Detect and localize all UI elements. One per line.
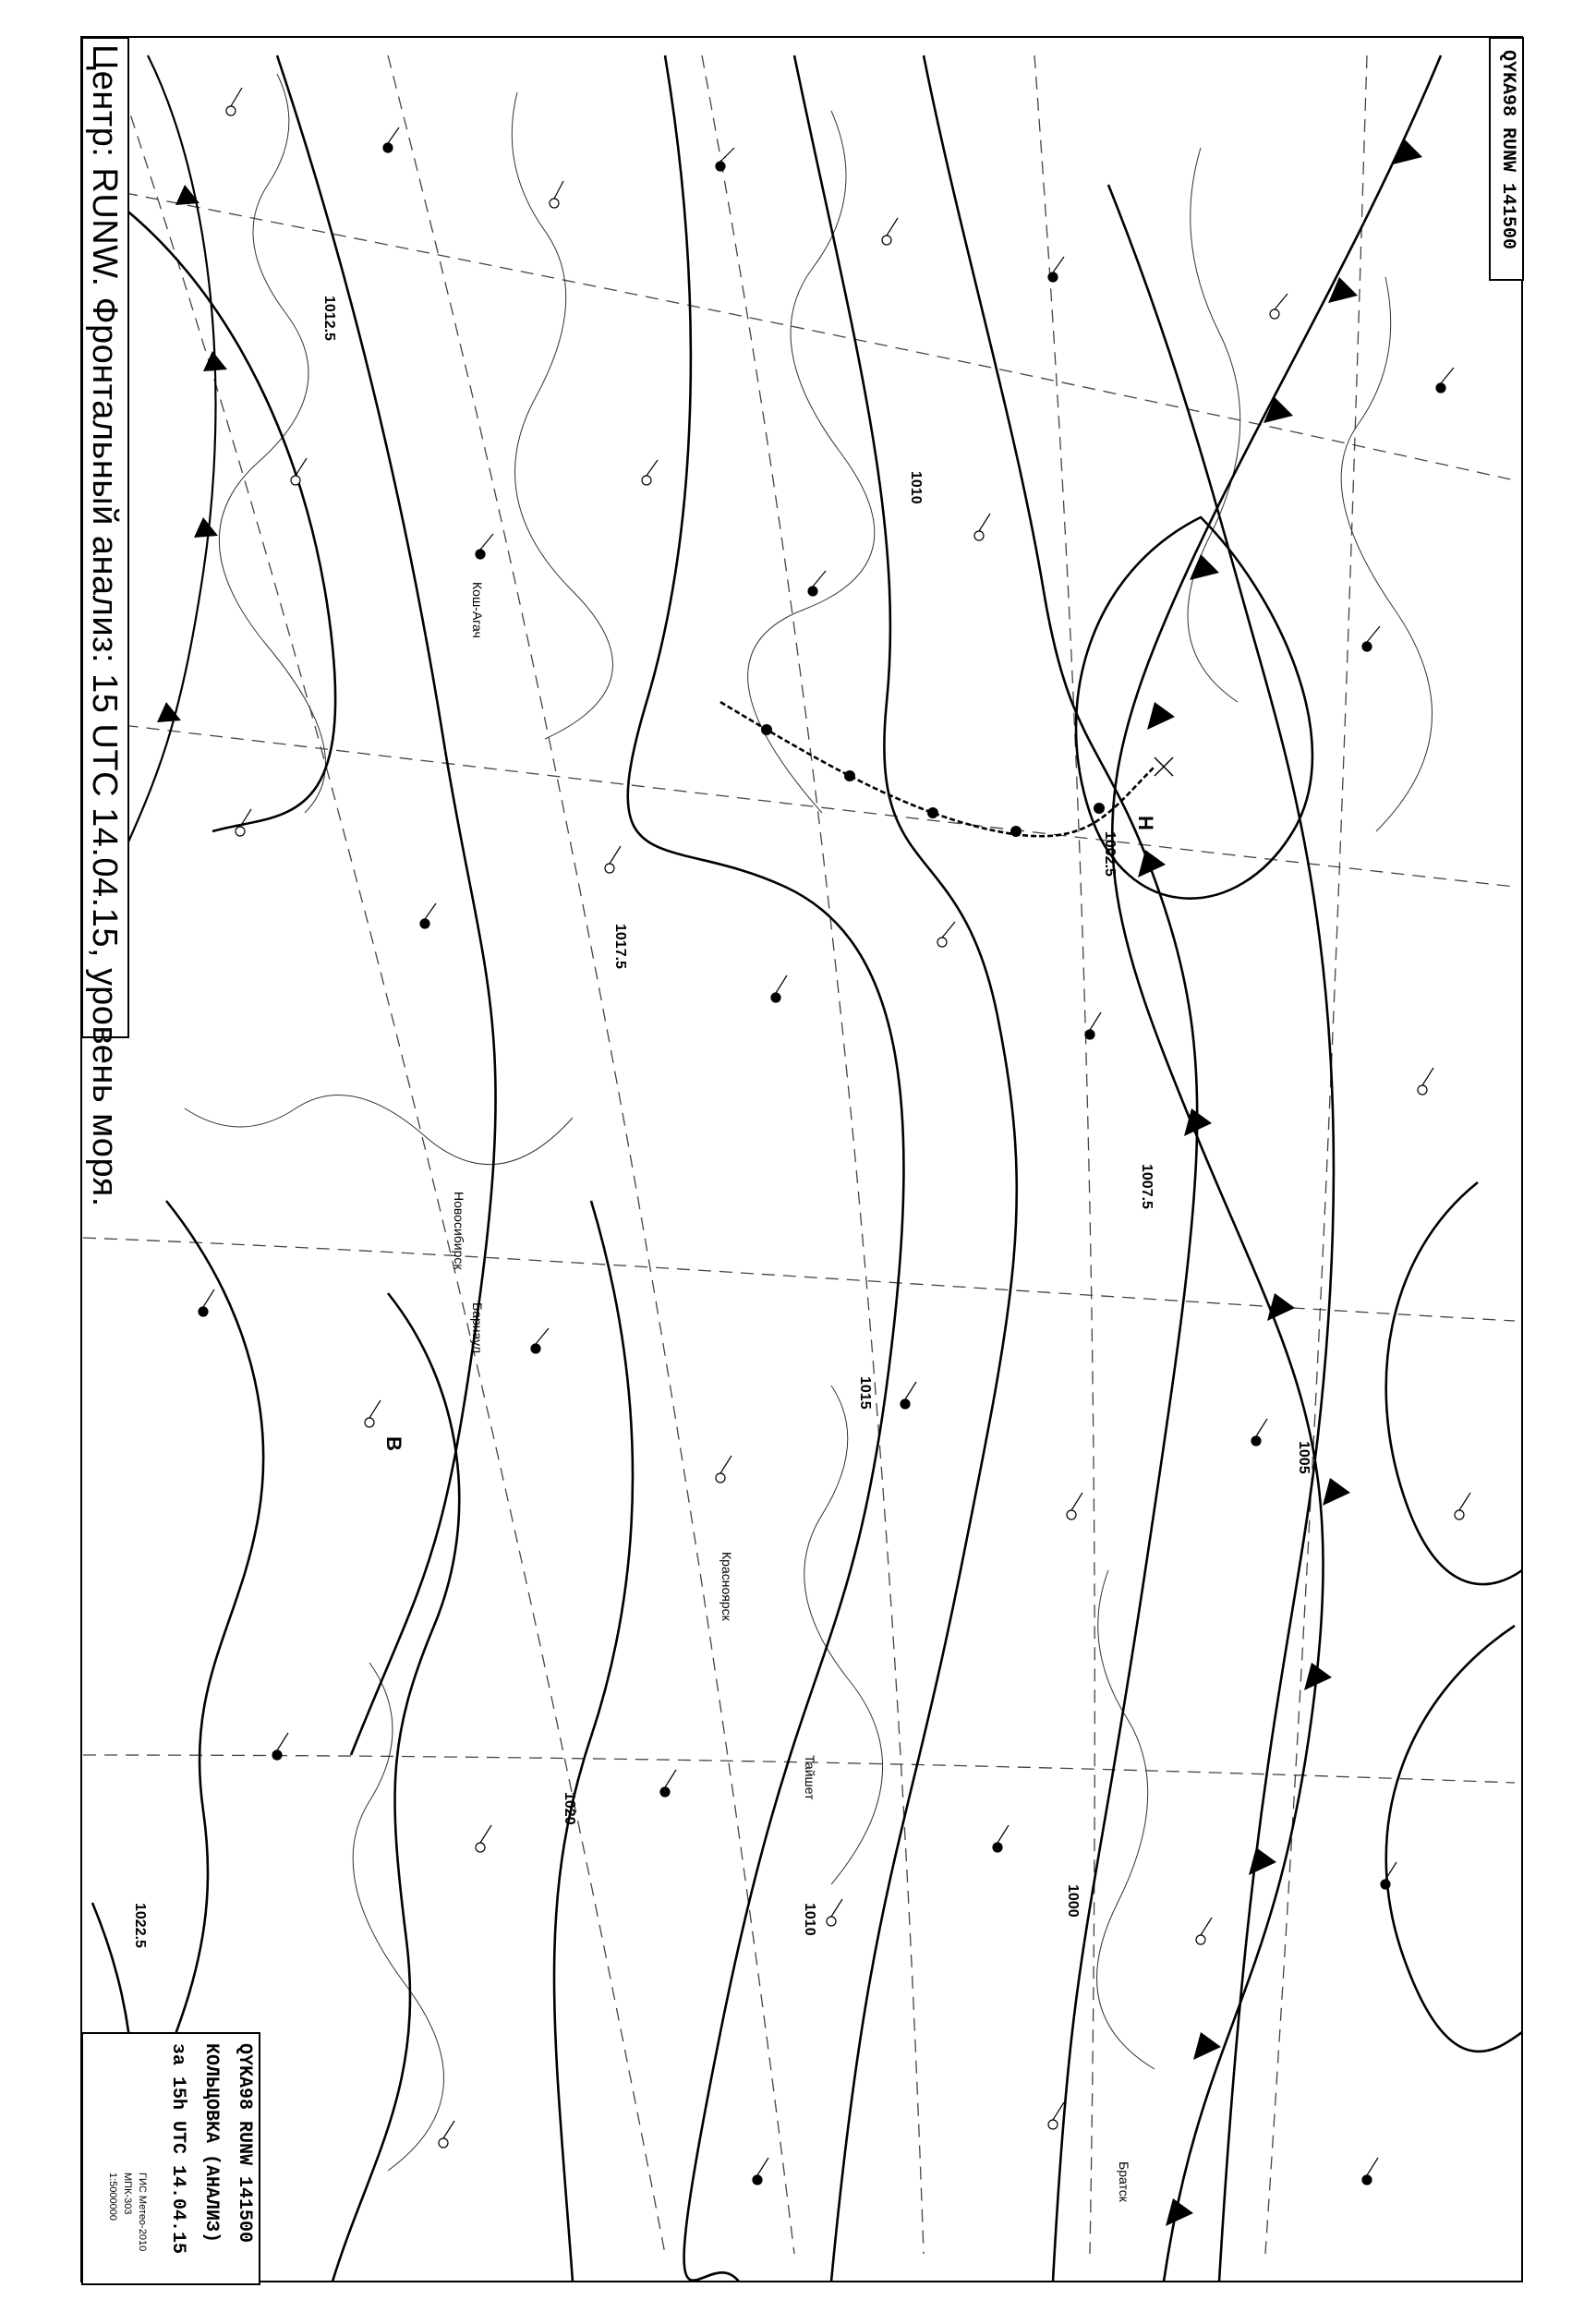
low-pressure-letter: Н bbox=[1133, 816, 1157, 830]
stamp-line1: КОЛЬЦОВКА (АНАЛИЗ) bbox=[200, 2043, 222, 2244]
stamp-code: QYKA98 RUNW 141500 bbox=[234, 2043, 255, 2244]
city-label: Красноярск bbox=[719, 1552, 734, 1621]
header-code-box bbox=[1489, 37, 1524, 281]
isobar-label-10: 1000 bbox=[1065, 1884, 1081, 1918]
isobar-label-1: 1012.5 bbox=[321, 296, 337, 341]
header-code: QYKA98 RUNW 141500 bbox=[1497, 50, 1518, 250]
high-pressure-letter: В bbox=[381, 1436, 405, 1451]
city-label: Барнаул bbox=[470, 1302, 485, 1353]
city-label: Новосибирск bbox=[452, 1192, 466, 1270]
city-label: Братск bbox=[1117, 2161, 1131, 2202]
isobar-label-5: 1002.5 bbox=[1102, 831, 1118, 877]
stamp-small3: 1:5000000 bbox=[107, 2173, 118, 2221]
stamp-small1: ГИС Метео-2010 bbox=[137, 2173, 148, 2252]
isobar-label-11: 1010 bbox=[802, 1903, 817, 1936]
isobar-label-9: 1022.5 bbox=[132, 1903, 148, 1948]
title-box bbox=[81, 37, 129, 1207]
isobar-label-8: 1020 bbox=[562, 1792, 577, 1825]
city-label: Кош-Агач bbox=[470, 582, 485, 638]
isobar-label-3: 1007.5 bbox=[1139, 1164, 1155, 1209]
stamp-box bbox=[81, 2032, 260, 2285]
isobar-label-2: 1010 bbox=[908, 471, 924, 504]
isobar-label-7: 1017.5 bbox=[612, 924, 628, 969]
stamp-line2: за 15h UTC 14.04.15 bbox=[167, 2043, 188, 2255]
isobar-label-6: 1015 bbox=[857, 1376, 873, 1410]
city-label: Тайшет bbox=[803, 1755, 817, 1800]
stamp-small2: МПК-303 bbox=[122, 2173, 133, 2215]
map-title: Центр: RUNW. Фронтальный анализ: 15 UTC 14.04.15, уровень моря. bbox=[85, 44, 124, 1207]
isobar-label-4: 1005 bbox=[1296, 1441, 1312, 1474]
